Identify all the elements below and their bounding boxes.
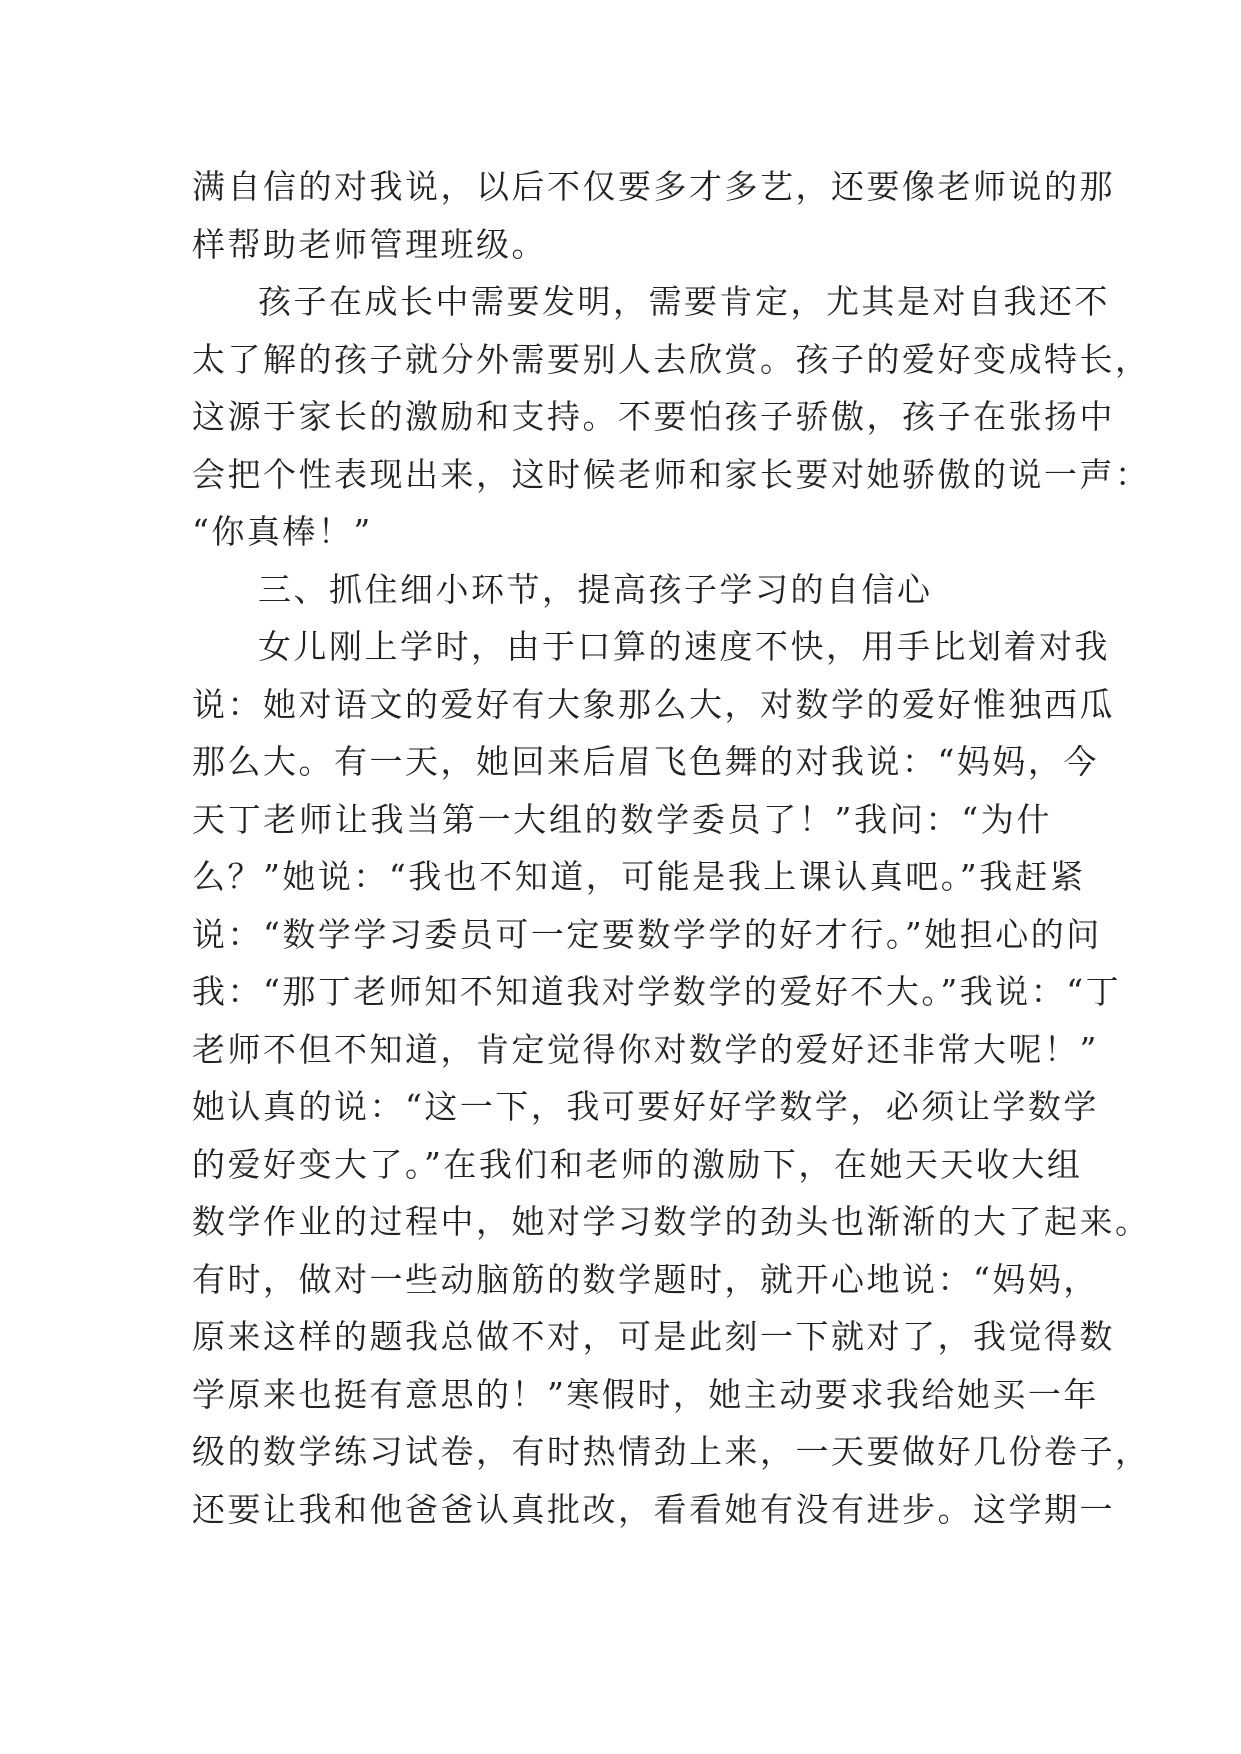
text-line: 满自信的对我说，以后不仅要多才多艺，还要像老师说的那 [192,167,1115,206]
text-line: 天丁老师让我当第一大组的数学委员了！”我问：“为什 [192,799,1052,839]
text-line: 会把个性表现出来，这时候老师和家长要对她骄傲的说一声： [192,454,1151,494]
paragraph-first-line: 孩子在成长中需要发明，需要肯定，尤其是对自我还不 [258,282,1110,321]
document-body [192,158,1151,1538]
text-line: 样帮助老师管理班级。 [192,224,547,264]
text-line: 学原来也挺有意思的！”寒假时，她主动要求我给她买一年 [192,1374,1099,1414]
text-line: 有时，做对一些动脑筋的数学题时，就开心地说：“妈妈， [192,1259,1099,1299]
text-line: 她认真的说：“这一下，我可要好好学数学，必须让学数学 [192,1087,1099,1126]
text-line: 老师不但不知道，肯定觉得你对数学的爱好还非常大呢！” [192,1029,1099,1069]
paragraph-first-line: 女儿刚上学时，由于口算的速度不快，用手比划着对我 [258,627,1110,666]
text-line: 级的数学练习试卷，有时热情劲上来，一天要做好几份卷子， [192,1432,1151,1471]
text-line: 这源于家长的激励和支持。不要怕孩子骄傲，孩子在张扬中 [192,397,1115,436]
text-line: “你真棒！” [192,512,373,551]
text-line: 还要让我和他爸爸认真批改，看看她有没有进步。这学期一 [192,1489,1115,1529]
text-line: 说：“数学学习委员可一定要数学学的好才行。”她担心的问 [192,914,1102,954]
text-line: 我：“那丁老师知不知道我对学数学的爱好不大。”我说：“丁 [192,972,1122,1011]
text-line: 数学作业的过程中，她对学习数学的劲头也渐渐的大了起来。 [192,1202,1151,1241]
paragraph-first-line: 三、抓住细小环节，提高孩子学习的自信心 [258,569,933,609]
text-line: 的爱好变大了。”在我们和老师的激励下，在她天天收大组 [192,1144,1083,1184]
text-line: 么？”她说：“我也不知道，可能是我上课认真吧。”我赶紧 [192,857,1086,896]
text-line: 那么大。有一天，她回来后眉飞色舞的对我说：“妈妈，今 [192,742,1099,781]
text-line: 说：她对语文的爱好有大象那么大，对数学的爱好惟独西瓜 [192,684,1115,724]
text-line: 原来这样的题我总做不对，可是此刻一下就对了，我觉得数 [192,1317,1115,1356]
text-line: 太了解的孩子就分外需要别人去欣赏。孩子的爱好变成特长， [192,339,1151,379]
